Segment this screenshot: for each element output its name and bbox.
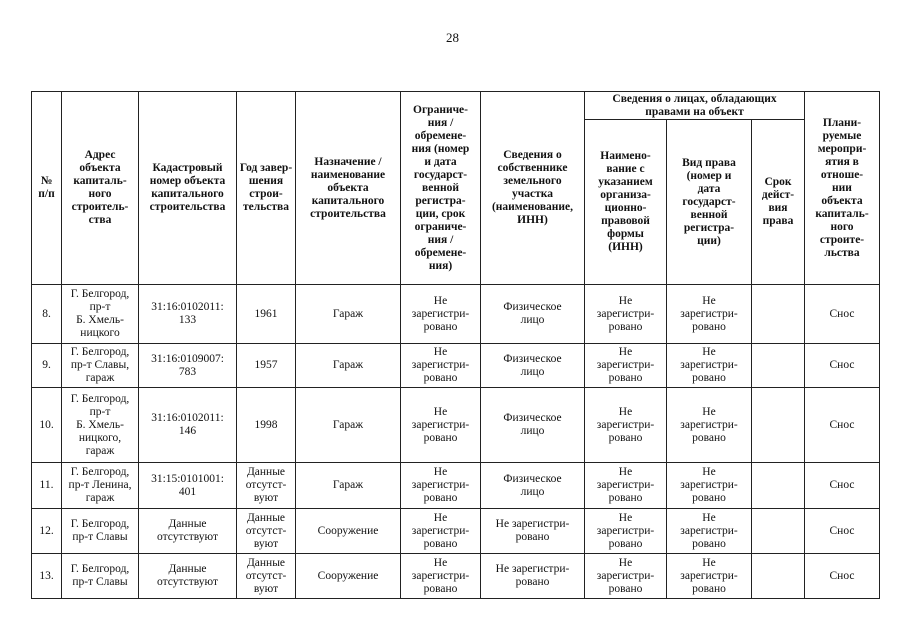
cell-address: Г. Белгород, пр-т Славы, гараж [62,344,139,388]
cell-planned: Снос [805,388,880,463]
header-land-owner: Сведения о собственнике земельного участка (наименование, ИНН) [481,92,585,285]
header-right-term: Срок дейст- вия права [752,120,805,285]
cell-planned: Снос [805,463,880,509]
cell-planned: Снос [805,344,880,388]
cell-purpose: Сооружение [296,509,401,554]
cell-right-type: Не зарегистри- ровано [667,285,752,344]
cell-planned: Снос [805,285,880,344]
cell-address: Г. Белгород, пр-т Ленина, гараж [62,463,139,509]
cell-address: Г. Белгород, пр-т Б. Хмель- ницкого [62,285,139,344]
cell-num: 11. [32,463,62,509]
table-row [32,344,880,388]
cell-right-type: Не зарегистри- ровано [667,554,752,599]
cell-year: 1961 [237,285,296,344]
cell-cadastral: 31:16:0109007: 783 [139,344,237,388]
cell-holder-name: Не зарегистри- ровано [585,388,667,463]
cell-land-owner: Не зарегистри- ровано [481,554,585,599]
cell-right-type: Не зарегистри- ровано [667,509,752,554]
cell-holder-name: Не зарегистри- ровано [585,554,667,599]
cell-purpose: Гараж [296,388,401,463]
header-purpose: Назначение / наименование объекта капитального строительства [296,92,401,285]
cell-address: Г. Белгород, пр-т Б. Хмель- ницкого, гараж [62,388,139,463]
cell-holder-name: Не зарегистри- ровано [585,509,667,554]
cell-holder-name: Не зарегистри- ровано [585,344,667,388]
page-number: 28 [446,30,459,45]
table-row [32,388,880,463]
cell-purpose: Сооружение [296,554,401,599]
table-row [32,463,880,509]
header-encumbrance: Ограниче- ния / обремене- ния (номер и дата государст- венной регистра- ции, срок ограниче- ния / обремене- ния) [401,92,481,285]
table-row [32,554,880,599]
cell-holder-name: Не зарегистри- ровано [585,285,667,344]
cell-encumbrance: Не зарегистри- ровано [401,554,481,599]
cell-right-term [752,463,805,509]
cell-right-term [752,509,805,554]
cell-encumbrance: Не зарегистри- ровано [401,285,481,344]
cell-num: 10. [32,388,62,463]
cell-year: Данные отсутст- вуют [237,509,296,554]
cell-num: 8. [32,285,62,344]
header-year: Год завер- шения строи- тельства [237,92,296,285]
cell-land-owner: Физическое лицо [481,285,585,344]
cell-cadastral: Данные отсутствуют [139,509,237,554]
cell-address: Г. Белгород, пр-т Славы [62,509,139,554]
cell-right-type: Не зарегистри- ровано [667,344,752,388]
cell-cadastral: 31:15:0101001: 401 [139,463,237,509]
header-right-type: Вид права (номер и дата государст- венной регистра- ции) [667,120,752,285]
cell-planned: Снос [805,509,880,554]
cell-cadastral: Данные отсутствуют [139,554,237,599]
cell-right-term [752,285,805,344]
cell-holder-name: Не зарегистри- ровано [585,463,667,509]
cell-year: 1957 [237,344,296,388]
cell-year: Данные отсутст- вуют [237,463,296,509]
cell-right-term [752,554,805,599]
header-planned: Плани- руемые меропри- ятия в отноше- нии объекта капиталь- ного строите- льства [805,92,880,285]
cell-right-type: Не зарегистри- ровано [667,463,752,509]
cell-purpose: Гараж [296,344,401,388]
cell-encumbrance: Не зарегистри- ровано [401,509,481,554]
cell-land-owner: Не зарегистри- ровано [481,509,585,554]
cell-right-type: Не зарегистри- ровано [667,388,752,463]
cell-land-owner: Физическое лицо [481,388,585,463]
header-cadastral: Кадастровый номер объекта капитального строительства [139,92,237,285]
cell-num: 9. [32,344,62,388]
cell-cadastral: 31:16:0102011: 146 [139,388,237,463]
cell-encumbrance: Не зарегистри- ровано [401,463,481,509]
cell-right-term [752,344,805,388]
header-rights-group: Сведения о лицах, обладающих правами на объект [585,92,805,120]
cell-purpose: Гараж [296,463,401,509]
cell-num: 13. [32,554,62,599]
header-num: № п/п [32,92,62,285]
cell-planned: Снос [805,554,880,599]
cell-cadastral: 31:16:0102011: 133 [139,285,237,344]
objects-table [31,91,880,599]
cell-land-owner: Физическое лицо [481,344,585,388]
cell-year: 1998 [237,388,296,463]
header-holder-name: Наимено- вание с указанием организа- ционно- правовой формы (ИНН) [585,120,667,285]
cell-right-term [752,388,805,463]
table-row [32,285,880,344]
cell-purpose: Гараж [296,285,401,344]
table-row [32,509,880,554]
cell-address: Г. Белгород, пр-т Славы [62,554,139,599]
cell-encumbrance: Не зарегистри- ровано [401,344,481,388]
header-address: Адрес объекта капиталь- ного строитель- ства [62,92,139,285]
cell-year: Данные отсутст- вуют [237,554,296,599]
cell-land-owner: Физическое лицо [481,463,585,509]
cell-num: 12. [32,509,62,554]
cell-encumbrance: Не зарегистри- ровано [401,388,481,463]
